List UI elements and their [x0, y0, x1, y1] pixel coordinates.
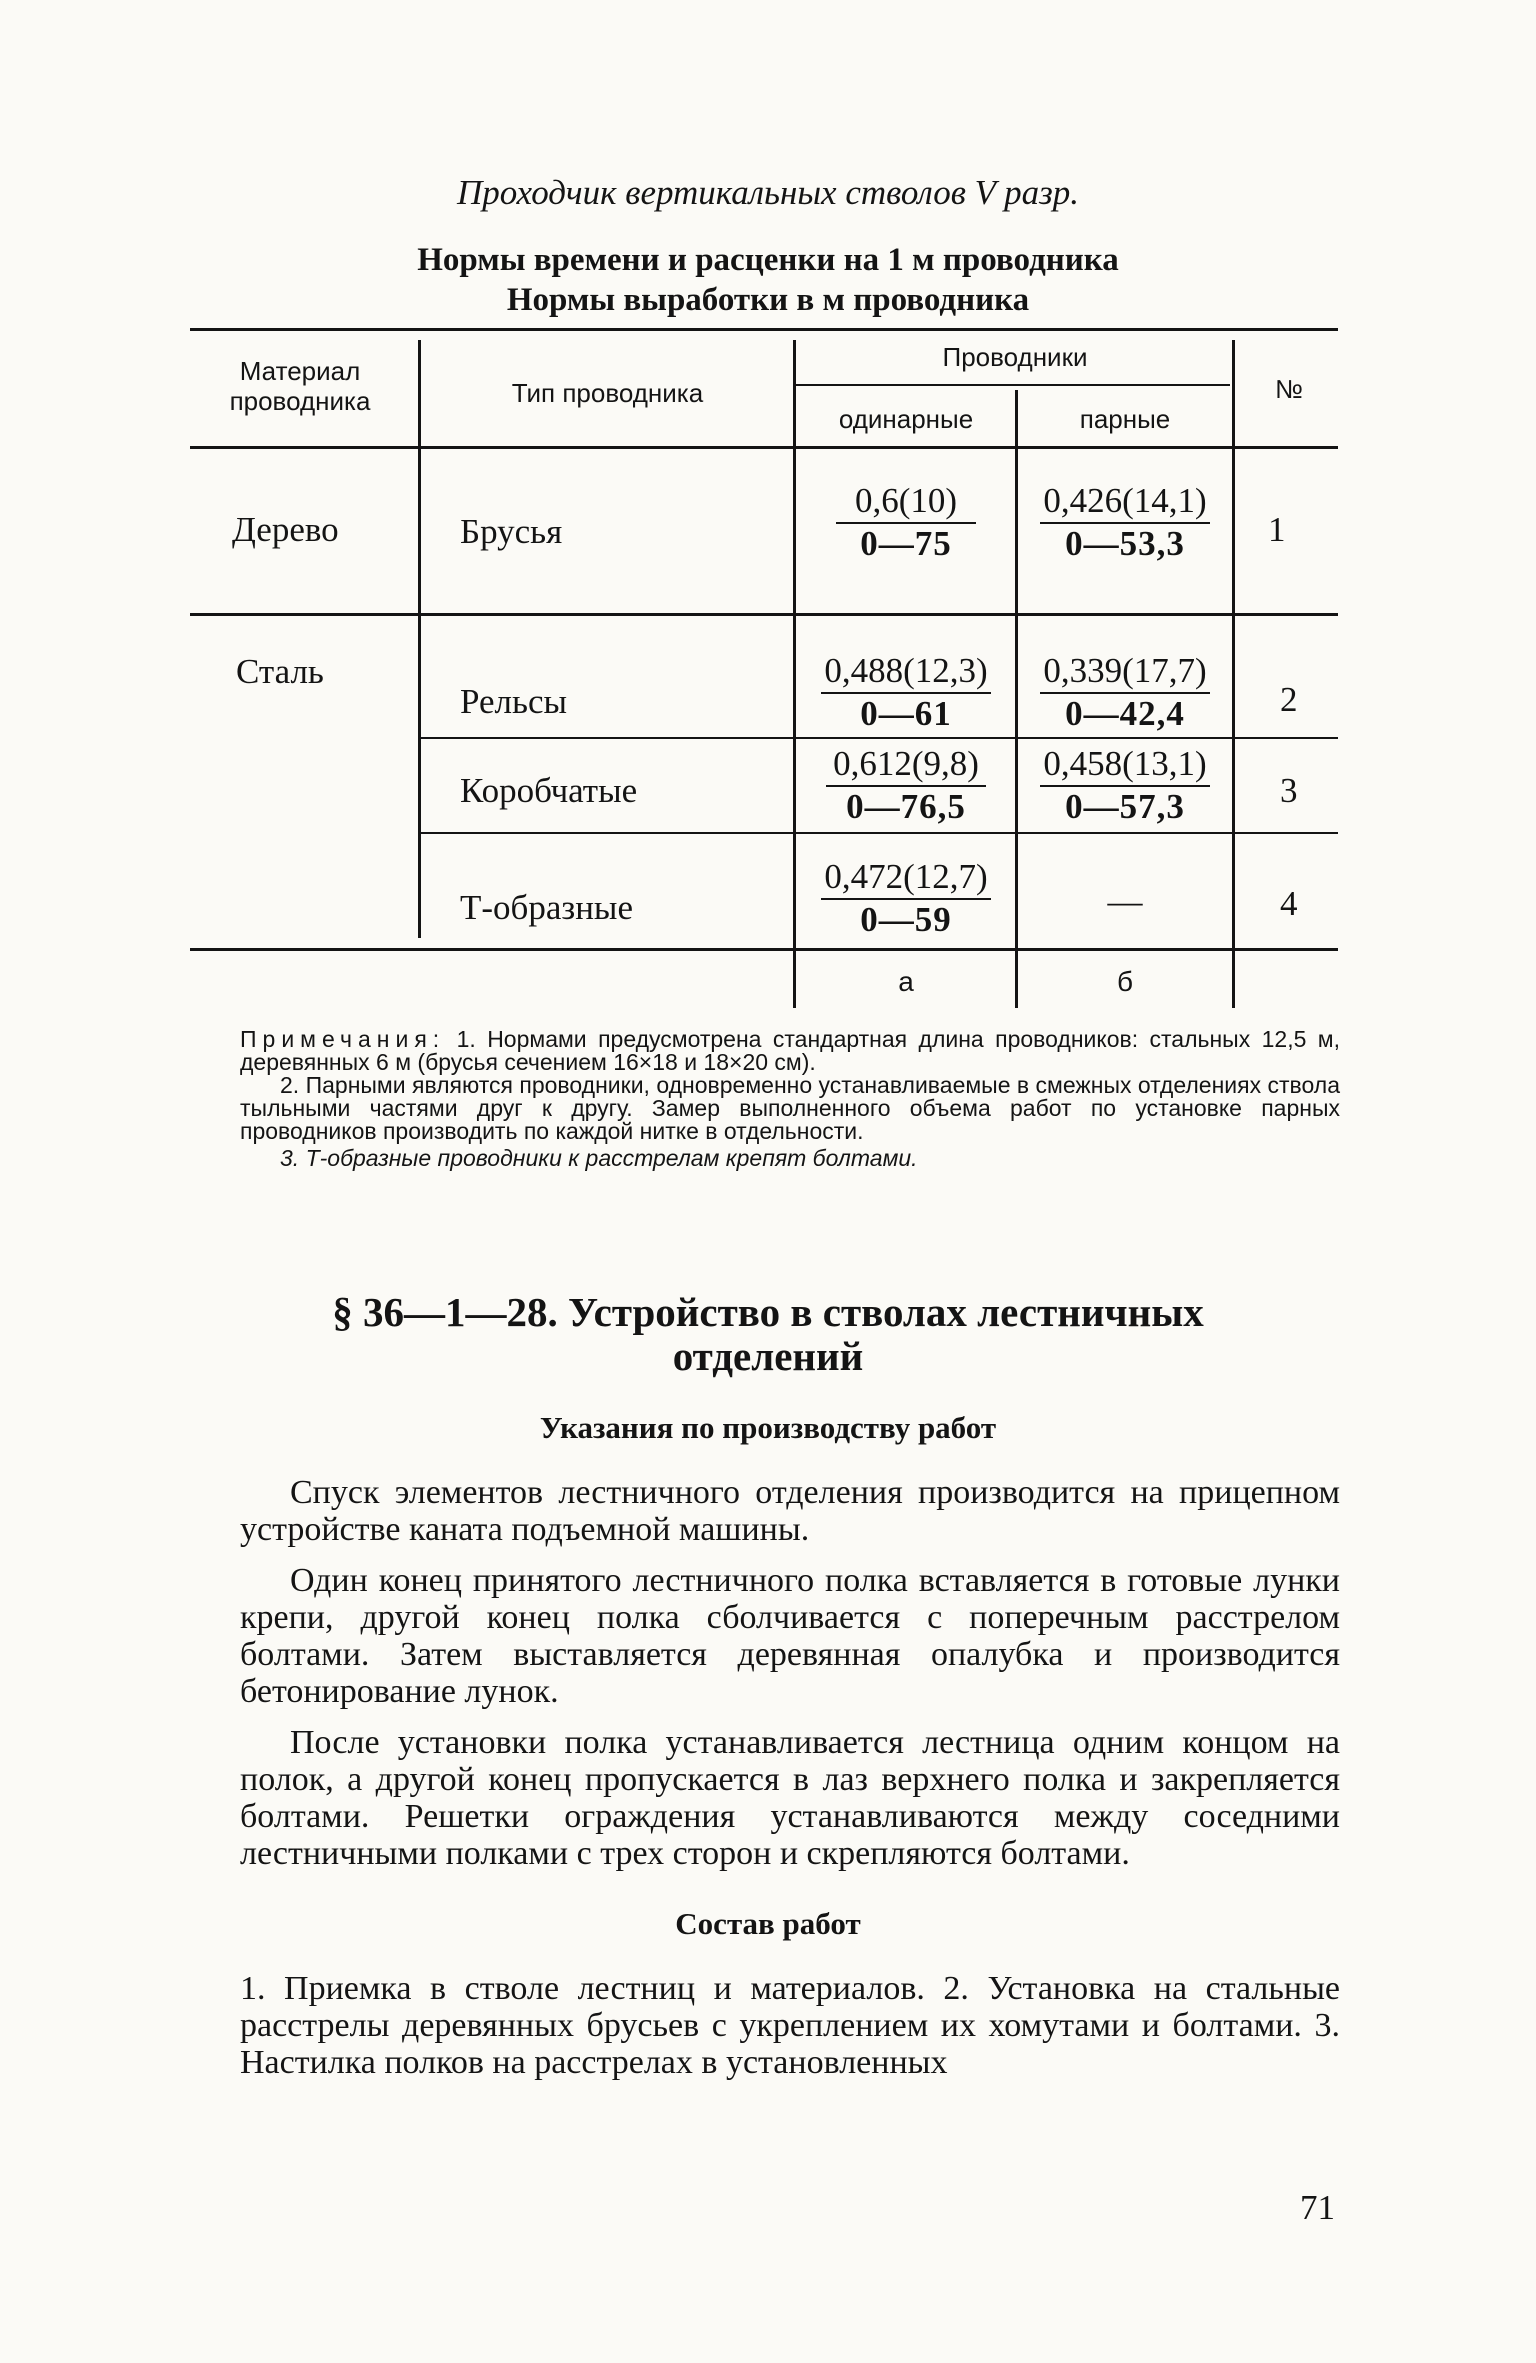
row-1-paired — [1020, 482, 1230, 563]
footer-col-b: б — [1116, 966, 1134, 997]
row-1-material: Дерево — [232, 510, 339, 549]
section-title-text: § 36—1—28. Устройство в стволах лестничных отделений — [332, 1289, 1204, 1379]
row-2-paired-price: 0—42,4 — [1065, 694, 1185, 733]
row-3-single — [800, 745, 1012, 826]
workers-title: Проходчик вертикальных стволов V разр. — [456, 173, 1080, 212]
row-1-paired-price: 0—53,3 — [1065, 524, 1185, 563]
note-1-text: 1. Нормами предусмотрена стандартная длина проводников: стальных 12,5 м, деревянных 6 м (брусья сечением 16×18 и 18×20 см). — [240, 1026, 1341, 1075]
row-2-single-rate: 0,488(12,3) — [824, 651, 988, 690]
row-3-paired-rate: 0,458(13,1) — [1043, 744, 1207, 783]
row-3-paired-price: 0—57,3 — [1065, 787, 1185, 826]
note-3: 3. Т-образные проводники к расстрелам крепят болтами. — [280, 1145, 918, 1171]
header-material: Материал проводника — [229, 356, 371, 416]
header-paired: парные — [1079, 404, 1171, 434]
norms-table — [0, 0, 1536, 1000]
row-2-paired — [1020, 652, 1230, 733]
caption-line-1: Нормы времени и расценки на 1 м проводника — [417, 242, 1119, 278]
row-3-single-rate: 0,612(9,8) — [833, 744, 979, 783]
instructions-body — [240, 1474, 1340, 1886]
footer-col-a: а — [898, 966, 914, 997]
row-3-paired — [1020, 745, 1230, 826]
col-divider-4 — [1232, 340, 1235, 1008]
col-divider-1 — [418, 340, 421, 938]
table-notes — [240, 1028, 1340, 1170]
row-1-bottom-rule — [190, 613, 1338, 616]
section-title — [0, 1290, 1536, 1378]
row-4-type: Т-образные — [460, 888, 633, 927]
header-single: одинарные — [838, 404, 974, 434]
row-4-single — [800, 858, 1012, 939]
row-4-paired-dash: — — [1107, 882, 1143, 921]
header-bottom-rule — [190, 446, 1338, 449]
row-2-bottom-rule — [418, 737, 1338, 739]
row-4-single-price: 0—59 — [860, 900, 952, 939]
row-1-paired-rate: 0,426(14,1) — [1043, 481, 1207, 520]
row-3-type: Коробчатые — [460, 771, 638, 810]
caption-line-2: Нормы выработки в м проводника — [506, 282, 1030, 318]
row-3-single-price: 0—76,5 — [846, 787, 966, 826]
row-4-single-rate: 0,472(12,7) — [824, 857, 988, 896]
row-4-number: 4 — [1280, 884, 1298, 923]
note-2: 2. Парными являются проводники, одновременно устанавливаемые в смежных отделениях ствола тыльными частями друг к другу. Замер выполненного объема работ по установке парных проводников производить по каждой нитке в отдельности. — [240, 1072, 1340, 1144]
row-2-type: Рельсы — [460, 682, 568, 721]
header-type: Тип проводника — [511, 378, 704, 408]
header-conductors: Проводники — [942, 342, 1088, 372]
row-2-number: 2 — [1280, 680, 1298, 719]
paragraph-1: Спуск элементов лестничного отделения производится на прицепном устройстве каната подъемной машины. — [240, 1474, 1340, 1548]
row-2-material: Сталь — [236, 652, 324, 691]
page-number: 71 — [1300, 2188, 1335, 2227]
row-2-paired-rate: 0,339(17,7) — [1043, 651, 1207, 690]
composition-body — [240, 1970, 1340, 2095]
composition-heading: Состав работ — [675, 1906, 861, 1941]
composition-text: 1. Приемка в стволе лестниц и материалов. 2. Установка на стальные расстрелы деревянных брусьев с укреплением их хомутами и болтами. 3. Настилка полков на расстрелах в установленных — [240, 1970, 1340, 2081]
row-1-single — [800, 482, 1012, 563]
paragraph-3: После установки полка устанавливается лестница одним концом на полок, а другой конец пропускается в лаз верхнего полка и закрепляется болтами. Решетки ограждения устанавливаются между соседними лестничными полками с трех сторон и скрепляются болтами. — [240, 1724, 1340, 1872]
notes-label: Примечания: — [240, 1026, 446, 1052]
row-3-number: 3 — [1280, 771, 1298, 810]
row-1-number: 1 — [1268, 510, 1286, 549]
subheader-rule — [795, 384, 1230, 386]
row-3-bottom-rule — [418, 832, 1338, 834]
row-2-single-price: 0—61 — [860, 694, 952, 733]
col-divider-3 — [1015, 390, 1018, 1008]
note-1 — [240, 1028, 1340, 1074]
table-top-rule — [190, 328, 1338, 331]
row-1-single-rate: 0,6(10) — [854, 481, 958, 520]
row-1-single-price: 0—75 — [860, 524, 952, 563]
row-1-type: Брусья — [460, 512, 563, 551]
paragraph-2: Один конец принятого лестничного полка вставляется в готовые лунки крепи, другой конец полка сболчивается с поперечным расстрелом болтами. Затем выставляется деревянная опалубка и производится бетонирование лунок. — [240, 1562, 1340, 1710]
col-divider-2 — [793, 340, 796, 1008]
instructions-heading: Указания по производству работ — [539, 1410, 997, 1445]
table-bottom-rule — [190, 948, 1338, 951]
row-2-single — [800, 652, 1012, 733]
header-number: № — [1275, 374, 1303, 404]
